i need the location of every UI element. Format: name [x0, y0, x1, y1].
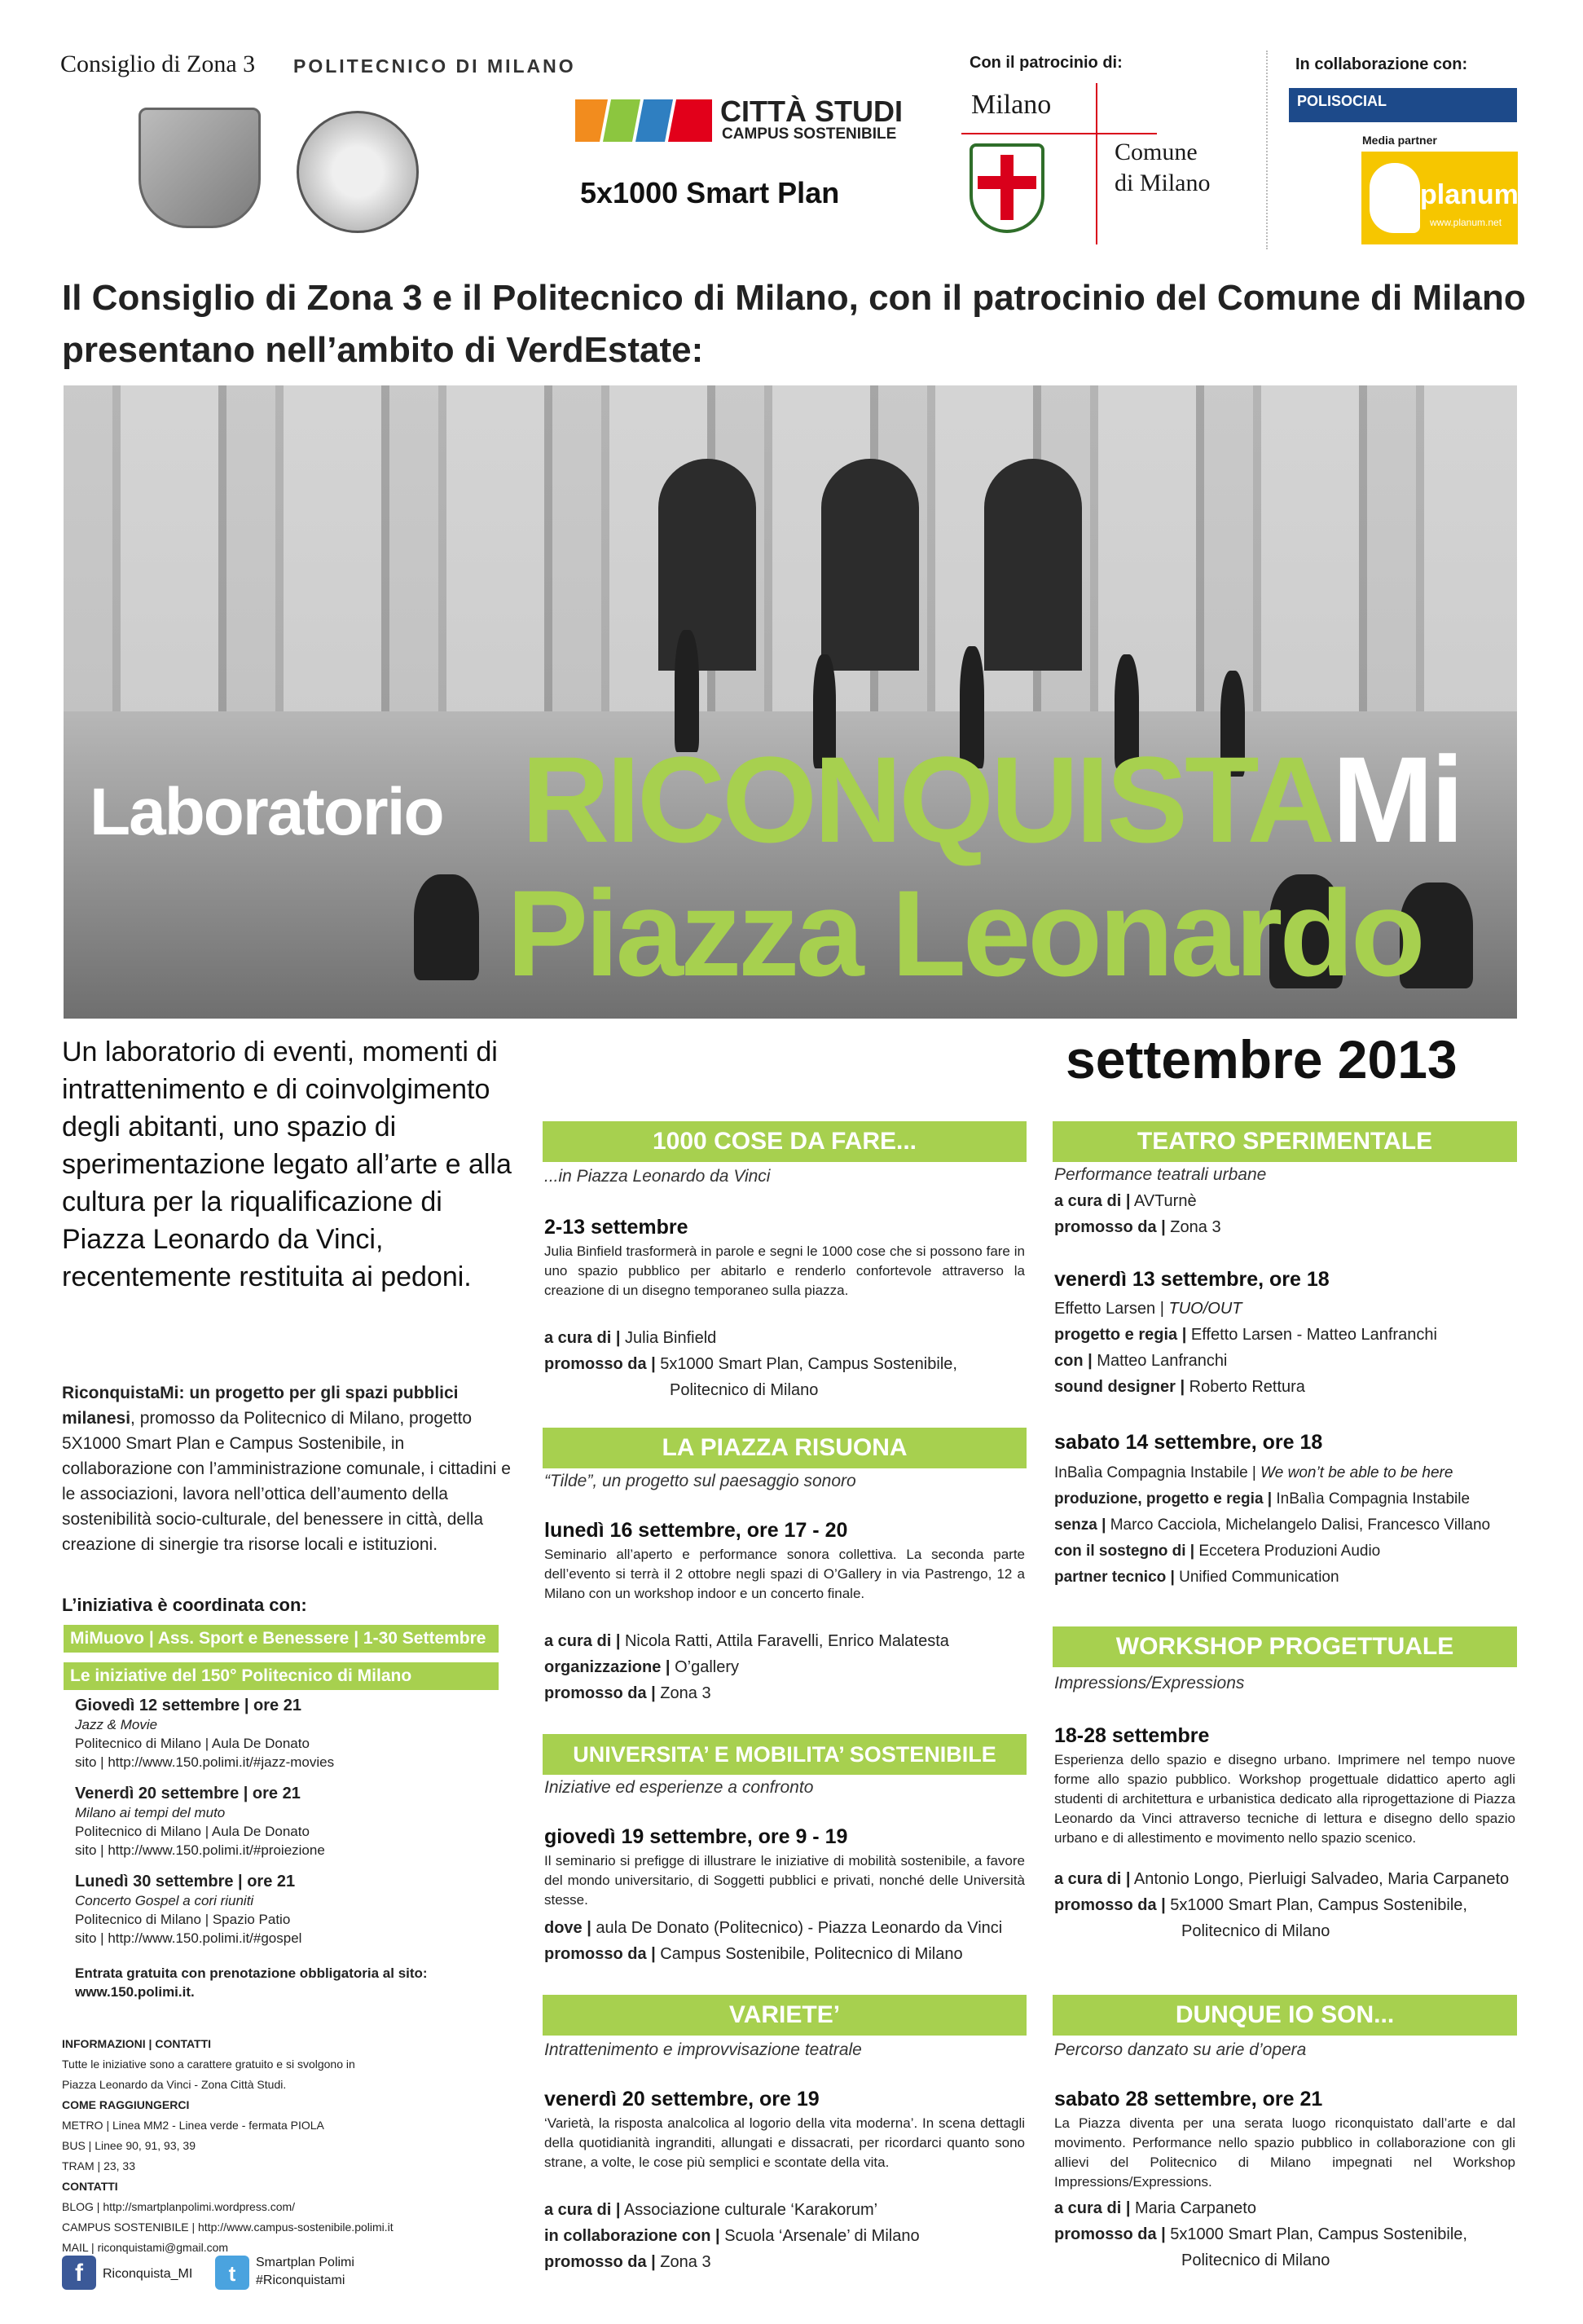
section-sub: Intrattenimento e improvvisazione teatrale	[544, 2040, 862, 2059]
polimi-event	[75, 1873, 301, 1948]
kv-key: promosso da |	[1054, 2225, 1166, 2243]
event-site: sito | http://www.150.polimi.it/#jazz-movies	[75, 1754, 335, 1770]
kv-value: Marco Cacciola, Michelangelo Dalisi, Francesco Villano	[1110, 1516, 1491, 1534]
polisocial-text: POLISOCIAL	[1297, 93, 1387, 109]
section-desc: Julia Binfield trasformerà in parole e segni le 1000 cose che si possono fare in uno spazio pubblico per abitarlo e renderlo confortevole attraverso la creazione di un disegno temporaneo sulla piazza.	[544, 1243, 1025, 1298]
kv-value: AVTurnè	[1133, 1192, 1197, 1210]
patrocinio-label: Con il patrocinio di:	[970, 54, 1123, 72]
section-desc: La Piazza diventa per una serata luogo riconquistato dall’arte e dal movimento. Performance nello spazio pubblico in collaborazione con gli allievi del Politecnico di Milano impegnati nel Workshop Impressions/Expressions.	[1054, 2115, 1515, 2190]
polimi-logo-text: POLITECNICO DI MILANO	[293, 55, 576, 77]
kv-key: promosso da |	[544, 1355, 656, 1373]
citta-studi-title: CITTÀ STUDI	[720, 95, 903, 128]
mimuovo-bar: MiMuovo | Ass. Sport e Benessere | 1-30 Settembre	[64, 1625, 499, 1653]
event-site: sito | http://www.150.polimi.it/#proiezione	[75, 1842, 325, 1858]
kv-key: con il sostegno di |	[1054, 1543, 1195, 1560]
section-sub: Iniziative ed esperienze a confronto	[544, 1778, 814, 1797]
kv-block	[1054, 1188, 1527, 1240]
info-heading: CONTATTI	[62, 2180, 118, 2193]
kv-block	[544, 2197, 1033, 2275]
kv-key: promosso da |	[544, 1945, 656, 1963]
hero-arch-1	[658, 459, 756, 671]
kv-key: promosso da |	[1054, 1896, 1166, 1914]
kv-block	[1054, 1296, 1543, 1400]
smart-plan-label: 5x1000 Smart Plan	[580, 176, 840, 209]
left-intro-text: Un laboratorio di eventi, momenti di intrattenimento e di coinvolgimento degli abitanti, uno spazio di sperimentazione legato all’arte e alla cultura per la riqualificazione di Piazza Leonardo da Vinci, recentemente restituita ai pedoni.	[62, 1037, 512, 1292]
kv-value: Politecnico di Milano	[1181, 1922, 1330, 1940]
kv-key: promosso da |	[544, 1684, 656, 1702]
polimi-event	[75, 1697, 334, 1772]
kv-value: Associazione culturale ‘Karakorum’	[623, 2201, 878, 2219]
citta-studi-color-bars-icon	[575, 99, 712, 142]
info-heading: COME RAGGIUNGERCI	[62, 2098, 190, 2111]
section-bar-piazza-risuona: LA PIAZZA RISUONA	[543, 1428, 1027, 1468]
info-heading: INFORMAZIONI | CONTATTI	[62, 2037, 212, 2050]
section-desc: ‘Varietà, la risposta analcolica al logorio della vita moderna’. In scena dettagli della quotidianità ingranditi, allungati e dissacrati, per ricordarci quanto sono strane, a volte, le cose più semplici e scontate della vita.	[544, 2115, 1025, 2170]
kv-value: O’gallery	[675, 1658, 739, 1676]
kv-value: Zona 3	[660, 2253, 711, 2271]
event-sub: Jazz & Movie	[75, 1717, 158, 1732]
laboratorio-word: Laboratorio	[90, 775, 443, 849]
kv-key: a cura di |	[544, 1632, 621, 1650]
header-divider	[1266, 51, 1268, 249]
left-project-paragraph	[62, 1380, 518, 1557]
coord-label: L’iniziativa è coordinata con:	[62, 1595, 307, 1615]
section-bar-mobilita: UNIVERSITA’ E MOBILITA’ SOSTENIBILE	[543, 1734, 1027, 1775]
facebook-handle[interactable]: Riconquista_MI	[103, 2267, 193, 2281]
milano-logo-word: Milano	[971, 90, 1052, 120]
kv-key: con |	[1054, 1352, 1093, 1370]
campus-link[interactable]: CAMPUS SOSTENIBILE | http://www.campus-sostenibile.polimi.it	[62, 2221, 394, 2234]
section-date: sabato 28 settembre, ore 21	[1054, 2088, 1323, 2111]
info-line: Piazza Leonardo da Vinci - Zona Città Studi.	[62, 2078, 287, 2091]
entry-line2: www.150.polimi.it.	[75, 1984, 195, 2000]
comune-line2: di Milano	[1115, 169, 1211, 196]
info-line: BUS | Linee 90, 91, 93, 39	[62, 2139, 196, 2152]
kv-value: 5x1000 Smart Plan, Campus Sostenibile,	[660, 1355, 957, 1373]
kv-key: sound designer |	[1054, 1378, 1185, 1396]
kv-value: Eccetera Produzioni Audio	[1198, 1543, 1381, 1560]
left-para-bold: RiconquistaMi: un progetto per gli spazi pubblici milanesi	[62, 1384, 459, 1428]
planum-url: www.planum.net	[1430, 217, 1502, 228]
kv-value: Politecnico di Milano	[670, 1381, 819, 1399]
section-date: venerdì 13 settembre, ore 18	[1054, 1268, 1330, 1291]
kv-value: aula De Donato (Politecnico) - Piazza Leonardo da Vinci	[596, 1919, 1003, 1937]
milano-crest-icon	[970, 143, 1044, 233]
kv-key: progetto e regia |	[1054, 1326, 1187, 1344]
kv-key: promosso da |	[1054, 1218, 1166, 1236]
kv-block	[544, 1915, 1033, 1967]
twitter-hashtag[interactable]: #Riconquistami	[256, 2273, 345, 2287]
kv-block	[1054, 1866, 1543, 1944]
section-bar-workshop: WORKSHOP PROGETTUALE	[1053, 1626, 1517, 1667]
twitter-name[interactable]: Smartplan Polimi	[256, 2256, 354, 2269]
polimi-event	[75, 1785, 325, 1860]
zona3-crest-icon	[139, 108, 261, 228]
info-line: METRO | Linea MM2 - Linea verde - fermata PIOLA	[62, 2119, 324, 2132]
kv-key: a cura di |	[544, 1329, 621, 1347]
kv-value: Unified Communication	[1179, 1569, 1339, 1586]
entry-note	[75, 1964, 428, 2001]
info-line: TRAM | 23, 33	[62, 2159, 136, 2172]
kv-value: 5x1000 Smart Plan, Campus Sostenibile,	[1170, 2225, 1467, 2243]
collab-label: In collaborazione con:	[1295, 55, 1468, 73]
kv-value: Zona 3	[660, 1684, 711, 1702]
section-sub: Impressions/Expressions	[1054, 1674, 1245, 1692]
section-date: giovedì 19 settembre, ore 9 - 19	[544, 1825, 848, 1848]
event-site: sito | http://www.150.polimi.it/#gospel	[75, 1930, 302, 1946]
kv-block	[544, 1325, 1033, 1403]
section-date: lunedì 16 settembre, ore 17 - 20	[544, 1519, 848, 1542]
section-date: venerdì 20 settembre, ore 19	[544, 2088, 820, 2111]
mail-link[interactable]: MAIL | riconquistami@gmail.com	[62, 2241, 229, 2254]
kv-key: produzione, progetto e regia |	[1054, 1490, 1273, 1508]
kv-key: a cura di |	[1054, 1192, 1131, 1210]
perf-company: InBalìa Compagnia Instabile |	[1054, 1464, 1256, 1481]
info-block	[62, 2034, 394, 2258]
kv-key: dove |	[544, 1919, 591, 1937]
section-bar-teatro: TEATRO SPERIMENTALE	[1053, 1121, 1517, 1162]
kv-value: Nicola Ratti, Attila Faravelli, Enrico Malatesta	[624, 1632, 949, 1650]
section-bar-1000-cose: 1000 COSE DA FARE...	[543, 1121, 1027, 1162]
left-para-rest: , promosso da Politecnico di Milano, progetto 5X1000 Smart Plan e Campus Sostenibile, in collaborazione con l’amministrazione comunale, i cittadini e le associazioni, lavora nell’ottica dell’aumento della sostenibilità socio-culturale, del benessere in città, della creazione di sinergie tra risorse locali e istituzioni.	[62, 1409, 511, 1554]
consiglio-zona-logo-text: Consiglio di Zona 3	[60, 51, 256, 77]
kv-block	[1054, 2195, 1543, 2273]
kv-value: Effetto Larsen - Matteo Lanfranchi	[1190, 1326, 1437, 1344]
entry-line1: Entrata gratuita con prenotazione obbligatoria al sito:	[75, 1965, 428, 1981]
kv-block	[1054, 1460, 1543, 1591]
event-sub: Concerto Gospel a cori riuniti	[75, 1893, 254, 1908]
section-desc: Esperienza dello spazio e disegno urbano. Imprimere nel tempo nuove forme allo spazio pubblico. Workshop progettuale didattico aperto agli studenti di architettura e urbanistica dedicato alla riprogettazione di Piazza Leonardo da Vinci attraverso tecniche di lettura e disegno dello spazio urbano e di allestimento e movimento nello spazio scenico.	[1054, 1752, 1515, 1846]
polisocial-logo	[1289, 88, 1517, 122]
info-line: Tutte le iniziative sono a carattere gratuito e si svolgono in	[62, 2058, 355, 2071]
perf-company: Effetto Larsen |	[1054, 1300, 1164, 1318]
kv-key: a cura di |	[544, 2201, 621, 2219]
citta-studi-subtitle: CAMPUS SOSTENIBILE	[722, 125, 897, 143]
hero-arch-2	[821, 459, 919, 671]
facebook-icon[interactable]: f	[62, 2256, 96, 2290]
kv-block	[544, 1628, 1033, 1706]
riconquista-mi: Mi	[1331, 731, 1462, 868]
kv-value: Matteo Lanfranchi	[1097, 1352, 1228, 1370]
planum-text: planum	[1420, 179, 1519, 210]
event-title: Giovedì 12 settembre | ore 21	[75, 1697, 301, 1714]
section-desc: Il seminario si prefigge di illustrare le iniziative di mobilità sostenibile, a favore del mondo universitario, di Soggetti pubblici e privati, nonché delle Università stesse.	[544, 1853, 1025, 1908]
blog-link[interactable]: BLOG | http://smartplanpolimi.wordpress.com/	[62, 2200, 296, 2213]
kv-value: Maria Carpaneto	[1134, 2199, 1256, 2217]
kv-value: Antonio Longo, Pierluigi Salvadeo, Maria Carpaneto	[1133, 1870, 1510, 1888]
section-sub: “Tilde”, un progetto sul paesaggio sonoro	[544, 1472, 856, 1490]
comune-line1: Comune	[1115, 139, 1198, 165]
polimi-seal-icon	[297, 111, 419, 233]
hero-arch-3	[984, 459, 1082, 671]
event-place: Politecnico di Milano | Spazio Patio	[75, 1912, 291, 1927]
kv-value: InBalìa Compagnia Instabile	[1276, 1490, 1471, 1508]
section-date: 2-13 settembre	[544, 1216, 688, 1239]
kv-value: Julia Binfield	[624, 1329, 717, 1347]
riconquista-title	[521, 731, 1462, 868]
event-title: Venerdì 20 settembre | ore 21	[75, 1785, 301, 1802]
section-desc: Seminario all’aperto e performance sonora collettiva. La seconda parte dell’evento si terrà il 2 ottobre negli spazi di O’Gallery in via Pastrengo, 12 a Milano con un workshop indoor e un concerto finale.	[544, 1547, 1025, 1601]
planum-p-icon	[1370, 163, 1420, 233]
section-bar-variete: VARIETE’	[543, 1995, 1027, 2036]
section-sub: Percorso danzato su arie d’opera	[1054, 2040, 1307, 2059]
section-sub: Performance teatrali urbane	[1054, 1165, 1267, 1184]
kv-key: senza |	[1054, 1516, 1106, 1534]
section-sub: ...in Piazza Leonardo da Vinci	[544, 1167, 771, 1186]
event-place: Politecnico di Milano | Aula De Donato	[75, 1824, 310, 1839]
section-bar-dunque: DUNQUE IO SON...	[1053, 1995, 1517, 2036]
month-heading: settembre 2013	[1066, 1029, 1458, 1089]
kv-value: Roberto Rettura	[1189, 1378, 1305, 1396]
piazza-leonardo-title: Piazza Leonardo	[507, 865, 1423, 1001]
planum-logo	[1361, 152, 1518, 244]
hero-building	[64, 385, 1517, 711]
kv-value: Zona 3	[1170, 1218, 1221, 1236]
perf-title: We won’t be able to be here	[1260, 1464, 1453, 1481]
kv-value: 5x1000 Smart Plan, Campus Sostenibile,	[1170, 1896, 1467, 1914]
kv-value: Campus Sostenibile, Politecnico di Milano	[660, 1945, 963, 1963]
polimi150-bar: Le iniziative del 150° Politecnico di Milano	[64, 1662, 499, 1690]
event-sub: Milano ai tempi del muto	[75, 1805, 226, 1820]
section-date: sabato 14 settembre, ore 18	[1054, 1431, 1323, 1454]
kv-key: partner tecnico |	[1054, 1569, 1175, 1586]
hero-person	[414, 874, 479, 980]
kv-key: a cura di |	[1054, 2199, 1131, 2217]
section-date: 18-28 settembre	[1054, 1724, 1210, 1747]
riconquista-green: RICONQUISTA	[521, 731, 1332, 868]
kv-key: in collaborazione con |	[544, 2227, 720, 2245]
kv-value: Scuola ‘Arsenale’ di Milano	[724, 2227, 920, 2245]
kv-key: organizzazione |	[544, 1658, 671, 1676]
kv-key: a cura di |	[1054, 1870, 1131, 1888]
kv-key: promosso da |	[544, 2253, 656, 2271]
kv-value: Politecnico di Milano	[1181, 2251, 1330, 2269]
twitter-icon[interactable]: t	[215, 2256, 249, 2290]
event-place: Politecnico di Milano | Aula De Donato	[75, 1736, 310, 1751]
media-partner-label: Media partner	[1362, 134, 1437, 147]
event-title: Lunedì 30 settembre | ore 21	[75, 1873, 296, 1890]
intro-title: Il Consiglio di Zona 3 e il Politecnico di Milano, con il patrocinio del Comune di Milano presentano nell’ambito di VerdEstate:	[62, 278, 1526, 370]
perf-title: TUO/OUT	[1168, 1300, 1242, 1318]
